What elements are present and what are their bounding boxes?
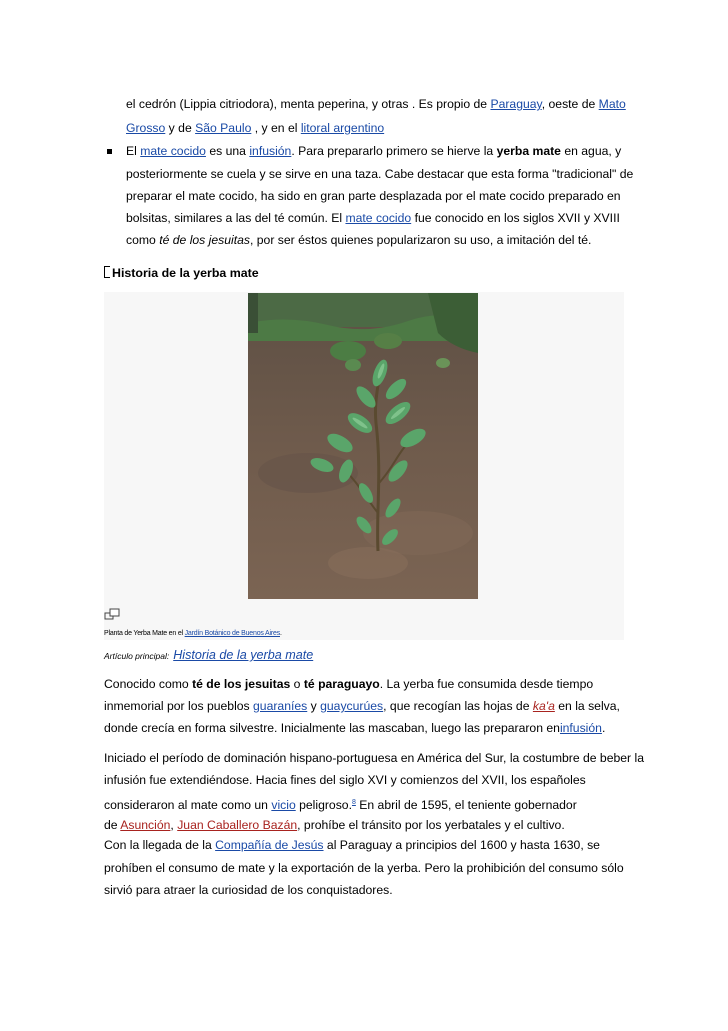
footnote-link[interactable]: 8: [351, 799, 356, 806]
text: donde crecía en forma silvestre. Inicialmente las mascaban, luego las prepararon en: [104, 721, 560, 735]
paragraph-line: [104, 720, 605, 736]
text: , oeste de: [541, 97, 599, 111]
link-mato-grosso-2[interactable]: Grosso: [126, 121, 166, 135]
text: en agua, y: [560, 144, 622, 158]
main-article-note: [104, 648, 313, 662]
link-compania-de-jesus[interactable]: Compañía de Jesús: [215, 838, 324, 852]
text: sirvió para atraer la curiosidad de los conquistadores.: [104, 883, 393, 897]
text: bolsitas, similares a las del té común. El: [126, 211, 346, 225]
link-litoral-argentino[interactable]: litoral argentino: [300, 121, 385, 135]
text: o: [290, 677, 304, 691]
text: peligroso.: [295, 798, 352, 813]
text: , por ser éstos quienes popularizaron su uso, a imitación del té.: [250, 233, 592, 247]
text: .: [280, 630, 282, 637]
link-mate-cocido-2[interactable]: mate cocido: [345, 211, 412, 225]
link-paraguay[interactable]: Paraguay: [490, 97, 542, 111]
link-infusion[interactable]: infusión: [249, 144, 292, 158]
text: es una: [205, 144, 250, 158]
heading-text: Historia de la yerba mate: [112, 266, 259, 280]
text: el cedrón (Lippia citriodora), menta peperina, y otras . Es propio de: [126, 97, 491, 111]
text: inmemorial por los pueblos: [104, 699, 254, 713]
section-heading: [104, 266, 259, 280]
bold-text: té de los jesuitas: [192, 677, 291, 691]
list-line: [126, 188, 621, 204]
link-kaa[interactable]: ka'a: [532, 699, 555, 713]
link-juan-caballero-bazan[interactable]: Juan Caballero Bazán: [177, 818, 298, 832]
link-historia-yerba-mate[interactable]: Historia de la yerba mate: [173, 648, 314, 662]
list-line: [126, 166, 633, 182]
paragraph-line: [104, 698, 620, 714]
text: . La yerba fue consumida desde tiempo: [379, 677, 594, 691]
text: infusión fue extendiéndose. Hacia fines del siglo XVI y comienzos del XVII, los españoles: [104, 773, 586, 787]
text: El: [126, 144, 141, 158]
paragraph-line: [104, 860, 624, 876]
list-bullet: [107, 149, 112, 154]
paragraph-line: [104, 676, 593, 692]
link-infusion-2[interactable]: infusión: [559, 721, 602, 735]
text: en la selva,: [554, 699, 620, 713]
text: prohíben el consumo de mate y la exportación de la yerba. Pero la prohibición del consumo sólo: [104, 861, 624, 875]
text: fue conocido en los siglos XVII y XVIII: [411, 211, 620, 225]
link-mato-grosso-1[interactable]: Mato: [598, 97, 626, 111]
anchor-icon: [104, 266, 110, 278]
text: ,: [170, 818, 178, 832]
link-mate-cocido[interactable]: mate cocido: [140, 144, 206, 158]
text: Con la llegada de la: [104, 838, 216, 852]
text: posteriormente se cuela y se sirve en una taza. Cabe destacar que esta forma "tradicional" de: [126, 167, 634, 181]
list-line: [126, 143, 621, 159]
bold-text: yerba mate: [496, 144, 561, 158]
list-line: [126, 210, 620, 226]
paragraph-line: [104, 795, 577, 813]
text: En abril de 1595, el teniente gobernador: [355, 798, 577, 813]
text: . Para prepararlo primero se hierve la: [291, 144, 497, 158]
text: como: [126, 233, 160, 247]
text: preparar el mate cocido, ha sido en gran parte desplazada por el mate cocido preparado en: [126, 189, 621, 203]
main-article-label: Artículo principal:: [104, 651, 170, 661]
text: Planta de Yerba Mate en el: [104, 630, 185, 637]
paragraph-line: [104, 772, 586, 788]
text: Iniciado el período de dominación hispano-portuguesa en América del Sur, la costumbre de beber la: [104, 751, 644, 765]
link-asuncion[interactable]: Asunción: [120, 818, 171, 832]
text: y de: [165, 121, 196, 135]
paragraph-line: [104, 837, 600, 853]
text: , que recogían las hojas de: [383, 699, 533, 713]
text: consideraron al mate como un: [104, 798, 272, 813]
text: de: [104, 818, 121, 832]
link-vicio[interactable]: vicio: [271, 798, 296, 813]
enlarge-icon[interactable]: [104, 608, 120, 620]
yerba-mate-plant-photo[interactable]: [248, 293, 478, 599]
figure-caption: [104, 630, 282, 637]
text: , y en el: [251, 121, 301, 135]
link-guaycurues[interactable]: guaycurúes: [320, 699, 384, 713]
link-guaranies[interactable]: guaraníes: [253, 699, 308, 713]
text: .: [601, 721, 606, 735]
list-line: [126, 232, 591, 248]
link-sao-paulo[interactable]: São Paulo: [195, 121, 252, 135]
paragraph-line: [104, 750, 644, 766]
link-jardin-botanico[interactable]: Jardín Botánico de Buenos Aires: [184, 630, 280, 637]
text: y: [307, 699, 321, 713]
list-line: [126, 120, 384, 136]
paragraph-line: [104, 882, 393, 898]
text: al Paraguay a principios del 1600 y hasta 1630, se: [323, 838, 600, 852]
italic-text: té de los jesuitas: [159, 233, 250, 247]
list-line: [126, 96, 626, 112]
bold-text: té paraguayo: [303, 677, 380, 691]
paragraph-line: [104, 817, 565, 833]
text: Conocido como: [104, 677, 193, 691]
text: , prohíbe el tránsito por los yerbatales y el cultivo.: [297, 818, 565, 832]
